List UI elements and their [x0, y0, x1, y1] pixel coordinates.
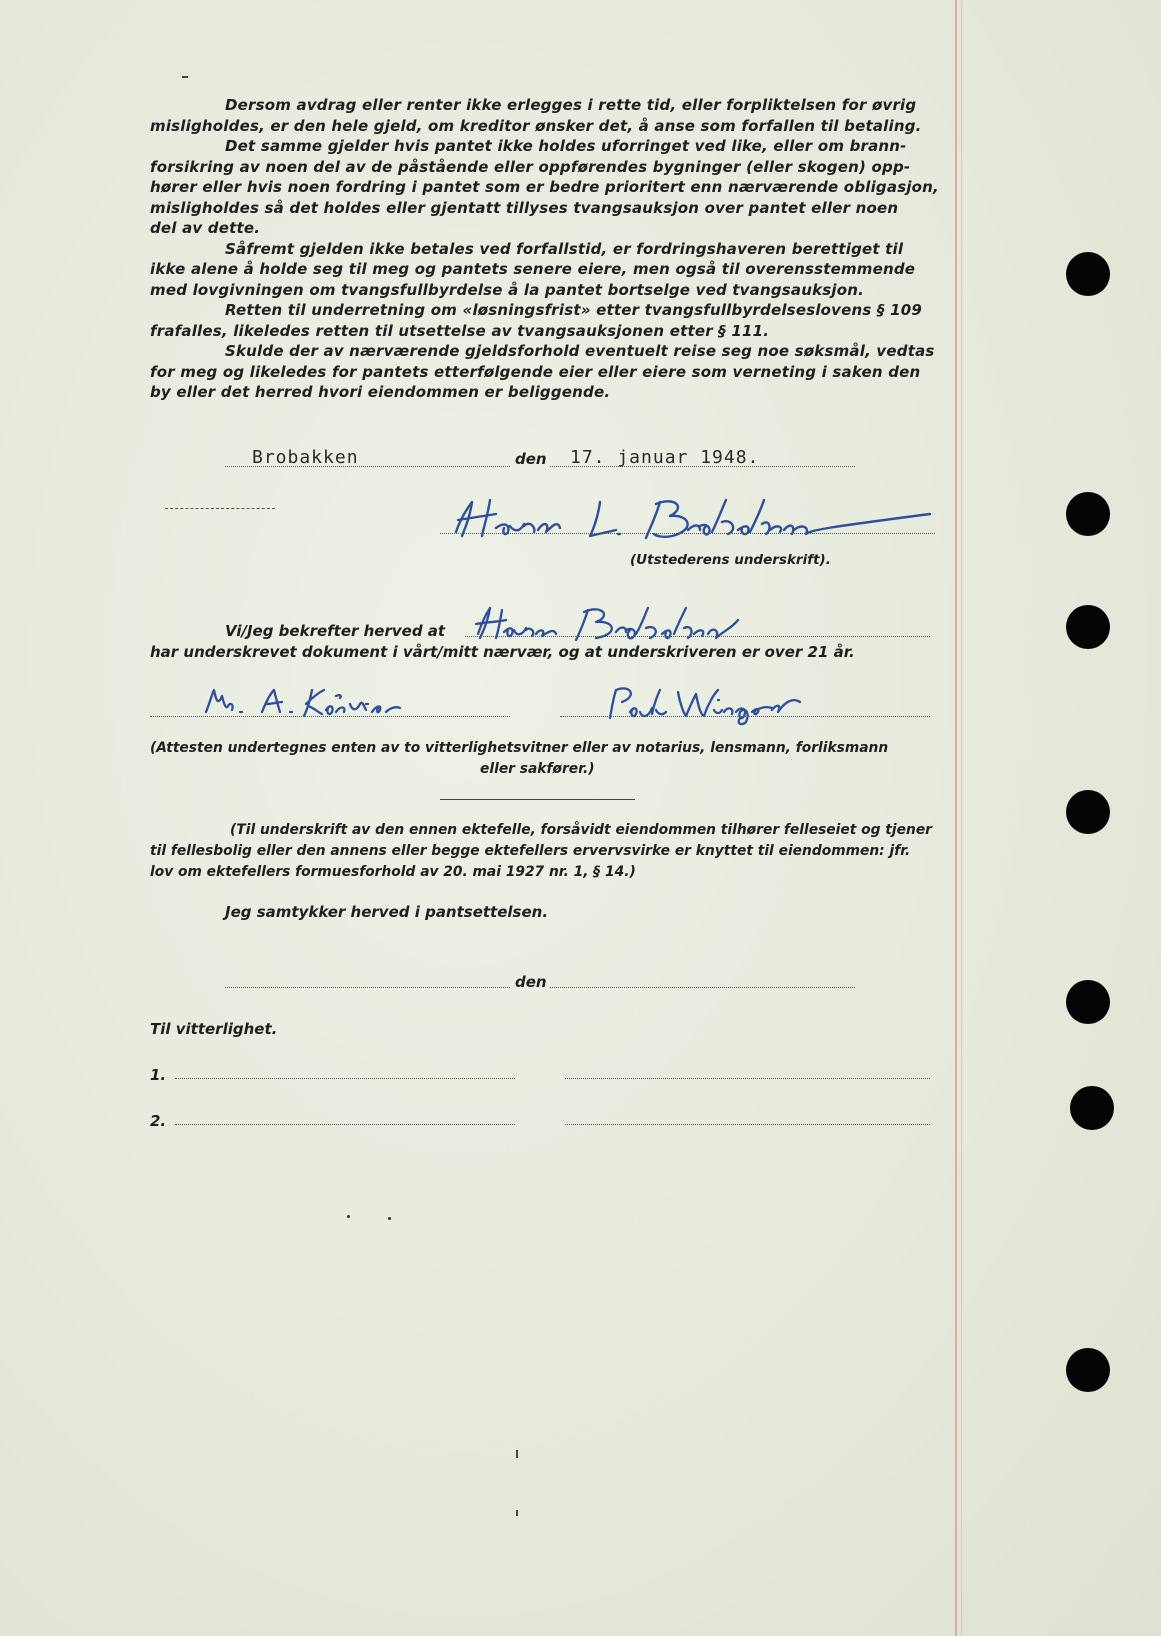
- punch-hole-1: [1066, 252, 1110, 296]
- witness2-signature: [600, 684, 850, 726]
- vitterlighet-line-2b: [565, 1124, 930, 1125]
- date-dotted-line: [550, 466, 855, 467]
- spouse-note-line: til fellesbolig eller den annens eller begge ektefellers ervervsvirke er knyttet til eiendommen: jfr.: [150, 843, 911, 859]
- body-line: forsikring av noen del av de påstående eller oppførendes bygninger (eller skogen) opp-: [150, 157, 911, 176]
- vitterlighet-heading: Til vitterlighet.: [150, 1020, 278, 1038]
- body-line: Dersom avdrag eller renter ikke erlegges i rette tid, eller forpliktelsen for øvrig: [225, 96, 917, 114]
- vitterlighet-number-1: 1.: [150, 1066, 167, 1084]
- signed-name-dotted-line: [465, 636, 930, 637]
- spouse-den-label: den: [515, 973, 547, 991]
- date-field: 17. januar 1948.: [570, 447, 760, 468]
- body-line: med lovgivningen om tvangsfullbyrdelse å la pantet bortselge ved tvangsauksjon.: [150, 280, 865, 299]
- speck: [516, 1510, 518, 1516]
- speck: [347, 1215, 350, 1218]
- body-line: del av dette.: [150, 219, 261, 237]
- vitterlighet-line-1a: [175, 1078, 515, 1079]
- body-line: misligholdes så det holdes eller gjentatt tillyses tvangsauksjon over pantet eller noen: [150, 198, 899, 217]
- punch-hole-5: [1066, 980, 1110, 1024]
- body-line: Det samme gjelder hvis pantet ikke holdes uforringet ved like, eller om brann-: [225, 137, 907, 155]
- place-dotted-line: [225, 466, 510, 467]
- issuer-signature: [450, 490, 940, 550]
- speck: [516, 1450, 518, 1458]
- spouse-note-line: (Til underskrift av den ennen ektefelle, forsåvidt eiendommen tilhører felleseiet og tjener: [230, 822, 932, 838]
- body-line: by eller det herred hvori eiendommen er beliggende.: [150, 383, 611, 401]
- speck: [182, 76, 188, 78]
- punch-hole-4: [1066, 790, 1110, 834]
- body-line: Såfremt gjelden ikke betales ved forfallstid, er fordringshaveren berettiget til: [225, 239, 904, 258]
- signature-left-dash: [165, 508, 275, 509]
- vitterlighet-line-2a: [175, 1124, 515, 1125]
- issuer-caption: (Utstederens underskrift).: [630, 552, 831, 568]
- spouse-date-line: [550, 987, 855, 988]
- body-line: Retten til underretning om «løsningsfrist» etter tvangsfullbyrdelseslovens § 109: [225, 301, 922, 319]
- speck: [388, 1217, 391, 1220]
- spouse-consent: Jeg samtykker herved i pantsettelsen.: [225, 903, 549, 921]
- punch-hole-7: [1066, 1348, 1110, 1392]
- spouse-place-line: [225, 987, 510, 988]
- body-line: Skulde der av nærværende gjeldsforhold eventuelt reise seg noe søksmål, vedtas: [225, 342, 935, 360]
- place-field: Brobakken: [252, 447, 359, 468]
- spouse-note-line: lov om ektefellers formuesforhold av 20. mai 1927 nr. 1, § 14.): [150, 864, 636, 880]
- witness1-line: [150, 716, 510, 717]
- body-line: for meg og likeledes for pantets etterfølgende eier eller eiere som verneting i saken den: [150, 362, 921, 381]
- vitterlighet-number-2: 2.: [150, 1112, 167, 1130]
- witness-statement: har underskrevet dokument i vårt/mitt nærvær, og at underskriveren er over 21 år.: [150, 643, 855, 661]
- witness2-line: [560, 716, 930, 717]
- attestation-note-line1: (Attesten undertegnes enten av to vitterlighetsvitner eller av notarius, lensmann, forliksmann: [150, 740, 889, 756]
- body-line: misligholdes, er den hele gjeld, om kreditor ønsker det, å anse som forfallen til betaling.: [150, 116, 922, 135]
- attestation-note-line2: eller sakfører.): [480, 761, 595, 777]
- body-line: hører eller hvis noen fordring i pantet som er bedre prioritert enn nærværende obligasjon,: [150, 178, 939, 196]
- punch-hole-2: [1066, 492, 1110, 536]
- margin-rule-secondary: [961, 0, 962, 1636]
- punch-hole-3: [1066, 605, 1110, 649]
- section-divider: [440, 799, 635, 800]
- vitterlighet-line-1b: [565, 1078, 930, 1079]
- den-label: den: [515, 450, 547, 468]
- margin-rule: [955, 0, 957, 1636]
- body-line: frafalles, likeledes retten til utsettelse av tvangsauksjonen etter § 111.: [150, 321, 770, 340]
- signed-name-handwritten: [470, 602, 780, 646]
- witness-intro: Vi/Jeg bekrefter herved at: [225, 622, 446, 640]
- issuer-signature-line: [440, 533, 935, 534]
- body-line: ikke alene å holde seg til meg og pantets senere eiere, men også til overensstemmende: [150, 260, 916, 278]
- terms-paragraph: [150, 95, 939, 403]
- punch-hole-6: [1070, 1086, 1114, 1130]
